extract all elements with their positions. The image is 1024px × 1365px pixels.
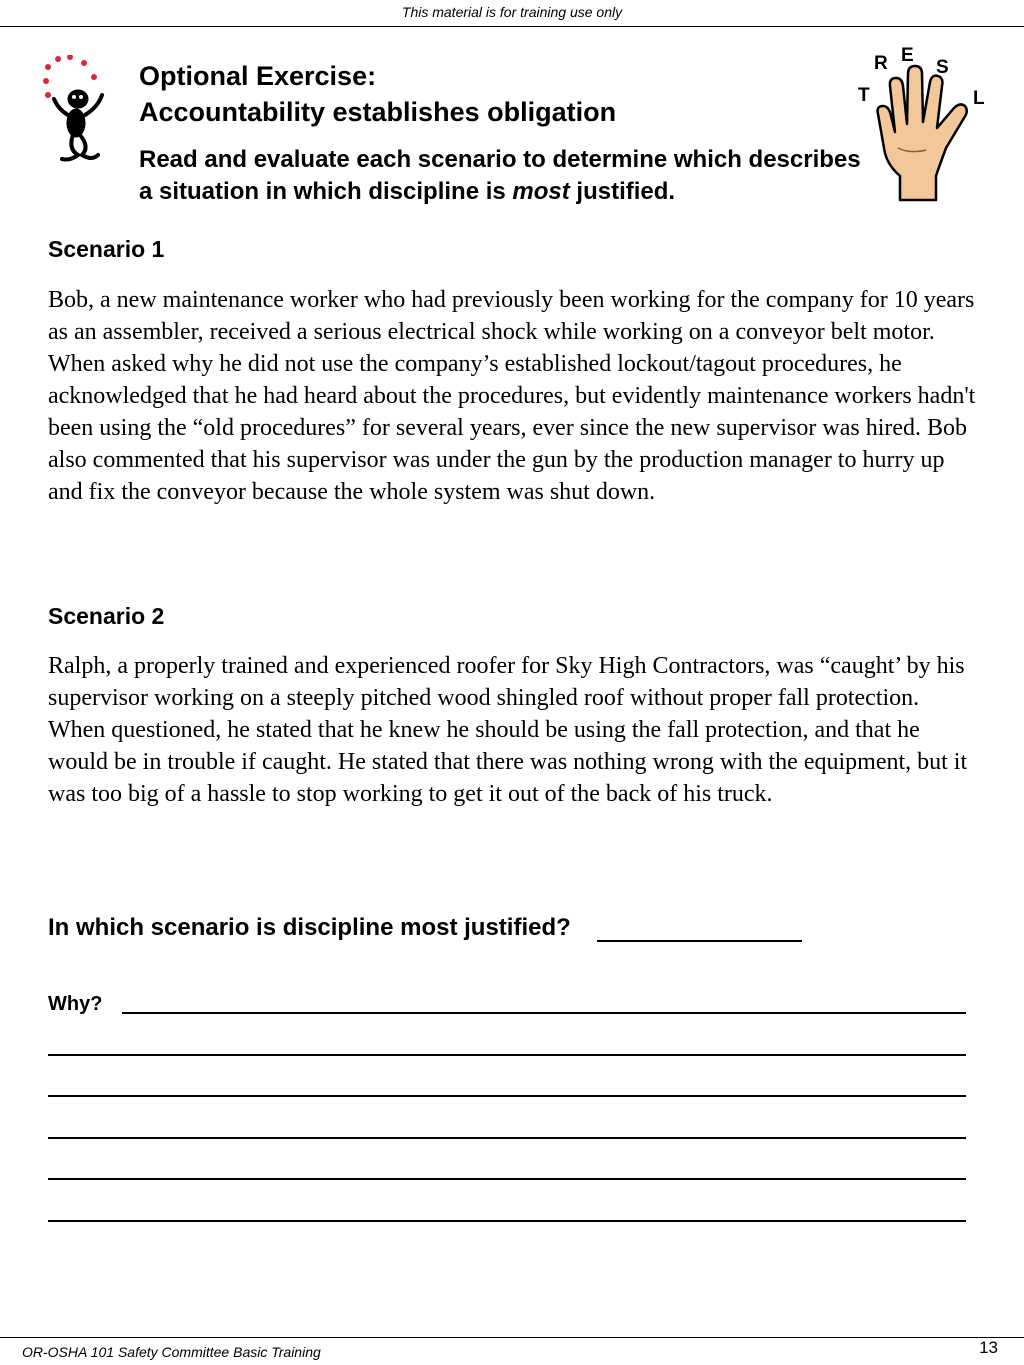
juggler-illustration [40,55,120,175]
why-answer-line[interactable] [48,1054,966,1056]
instructions-suffix: justified. [569,178,676,205]
page-number: 13 [979,1338,998,1357]
hand-letter-l: L [973,88,985,109]
header-note: This material is for training use only [401,4,623,20]
hand-letter-t: T [858,85,870,106]
title-line-2: Accountability establishes obligation [139,97,617,127]
question-label: In which scenario is discipline most justified? [48,914,571,941]
scenario-2-body: Ralph, a properly trained and experienced roofer for Sky High Contractors, was “caught’ by his supervisor working on a steeply pitched wood shingled roof without proper fall protection. When questioned, he stated that he knew he should be using the fall protection, and that he would be in trouble if caught. He stated that there was nothing wrong with the equipment, but it was too big of a hassle to stop working to get it out of the back of his truck. [48,653,968,807]
why-label: Why? [48,993,103,1015]
instructions-prefix: Read and evaluate each scenario to determine which describes a situation in which discipline is [139,146,861,205]
footer-divider [0,1337,1024,1338]
scenario-1-body: Bob, a new maintenance worker who had previously been working for the company for 10 years as an assembler, received a serious electrical shock while working on a conveyor belt motor. When asked why he did not use the company’s established lockout/tagout procedures, he acknowledged that he had heard about the procedures, but evidently maintenance workers hadn't been using the “old procedures” for several years, ever since the new supervisor was hired. Bob also commented that his supervisor was under the gun by the production manager to hurry up and fix the conveyor because the whole system was shut down. [48,287,976,505]
answer-blank[interactable] [597,914,802,942]
header-divider [0,26,1024,27]
why-answer-line[interactable] [48,1220,966,1222]
page-title [139,58,616,130]
hand-letter-e: E [901,45,914,66]
hand-illustration [852,40,992,205]
title-line-1: Optional Exercise: [139,61,377,91]
scenario-1-heading: Scenario 1 [48,236,165,262]
instructions-emphasis: most [512,178,570,205]
hand-letter-r: R [874,53,888,74]
question [48,914,802,942]
hand-icon [870,64,980,202]
why-answer-line[interactable] [48,1095,966,1097]
why-answer-line[interactable] [122,1012,966,1014]
instructions [139,144,879,208]
why-answer-line[interactable] [48,1137,966,1139]
why-answer-line[interactable] [48,1178,966,1180]
footer-course-title: OR-OSHA 101 Safety Committee Basic Training [22,1344,321,1360]
scenario-2-heading: Scenario 2 [48,603,165,629]
hand-letter-s: S [936,57,949,78]
